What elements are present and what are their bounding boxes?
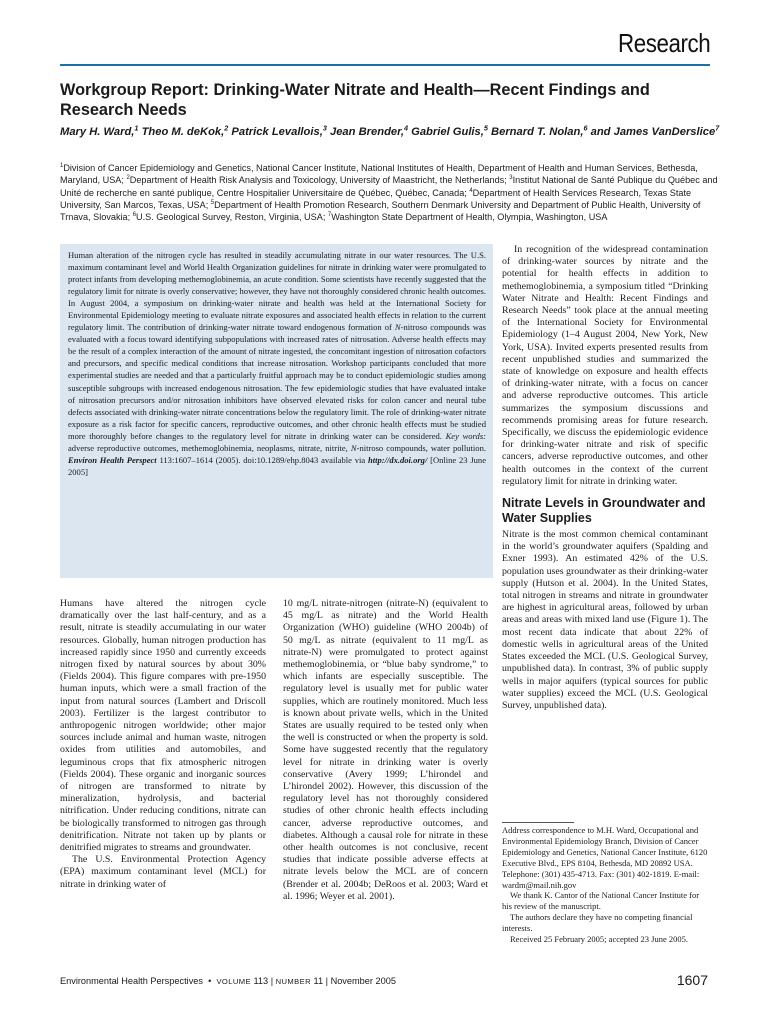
paragraph: In recognition of the widespread contamination of drinking-water sources by nitrate and the potential for health effects in addition to methemoglobinemia, a symposium titled “Drinking Water Nitrate and Health: Recent Findings and Research Needs” took place at the annual meeting of the International Society for Environmental Epidemiology (1–4 August 2004, New York, New York, USA). Invited experts presented results from recent unpublished studies and summarized the state of knowledge on exposure and health effects of drinking-water nitrate, with a focus on cancer and adverse reproductive outcomes. This article summarizes the symposium discussions and recommends promising areas for future research. Specifically, we discuss the epidemiologic evidence for drinking-water nitrate and risk of specific cancers, adverse reproductive outcomes, and other health outcomes in the context of the current regulatory limit for nitrate in drinking water. xyxy=(502,244,708,487)
affiliations xyxy=(60,162,720,223)
citation-online: [Online 23 June 2005] xyxy=(68,454,487,477)
doi-link[interactable]: http://dx.doi.org/ xyxy=(367,454,428,465)
citation-journal: Environ Health Perspect xyxy=(68,454,157,465)
received-dates: Received 25 February 2005; accepted 23 June 2005. xyxy=(510,934,688,945)
paragraph: 10 mg/L nitrate-nitrogen (nitrate-N) (equivalent to 45 mg/L as nitrate) and the World Health Organization (WHO) guideline (WHO 2004b) of 50 mg/L as nitrate (equivalent to 11 mg/L as nitrate-N) were promulgated to protect against methemoglobinemia, or “blue baby syndrome,” to which infants are especially susceptible. The regulatory level is usually met for public water supplies, which are routinely monitored. Much less is known about private wells, which in the United States are usually required to be tested only when the well is constructed or when the property is sold. Some have suggested recently that the regulatory level for nitrate in drinking water is overly conservative (Avery 1999; L’hirondel and L’hirondel 2002). However, this discussion of the regulatory level has not thoroughly considered studies of other chronic health effects including cancer, adverse reproductive outcomes, and diabetes. Although a causal role for nitrate in these other health outcomes is not conclusive, recent studies that indicate possible adverse effects at nitrate levels below the MCL are of concern (Brender et al. 2004b; DeRoos et al. 2003; Ward et al. 1996; Weyer et al. 2001). xyxy=(283,598,488,902)
footer: Environmental Health Perspectives • VOLUME 113 | NUMBER 11 | November 2005 xyxy=(60,976,396,986)
author-affiliation-mark: 6 xyxy=(583,123,588,133)
author-name: James VanDerslice xyxy=(613,126,716,138)
header-rule xyxy=(60,64,710,66)
author-name: Mary H. Ward, xyxy=(60,126,135,138)
author-name: Bernard T. Nolan, xyxy=(491,126,584,138)
affiliation-mark: 5 xyxy=(210,199,215,206)
page-number: 1607 xyxy=(676,972,708,988)
abstract-box xyxy=(60,244,493,578)
section-label: Research xyxy=(617,28,710,58)
affiliation-text: Division of Cancer Epidemiology and Genetics, National Cancer Institute, National Institutes of Health, Department of Health and Human Services, Bethesda, Maryland, USA; xyxy=(60,163,698,186)
author-name: and xyxy=(590,126,611,138)
acknowledgment: We thank K. Cantor of the National Cancer Institute for his review of the manuscript. xyxy=(502,890,700,912)
paragraph: Humans have altered the nitrogen cycle dramatically over the last half-century, and as a result, nitrate is steadily accumulating in our water resources. Globally, human nitrogen production has increased rapidly since 1950 and currently exceeds nitrogen fixed by natural sources by about 30% (Fields 2004). This figure compares with pre-1950 human inputs, which were a small fraction of the input from natural sources (Lambert and Driscoll 2003). Fertilizer is the largest contributor to anthropogenic nitrogen worldwide; other major sources include animal and human waste, nitrogen oxides from utilities and automobiles, and leguminous crops that fix atmospheric nitrogen (Fields 2004). These organic and inorganic sources of nitrogen are transformed to nitrate by mineralization, hydrolysis, and bacterial nitrification. Under reducing conditions, nitrate can be biologically transformed to nitrogen gas through denitrification. Nitrate not taken up by plants or denitrified migrates to streams and groundwater. xyxy=(60,598,266,854)
author-affiliation-mark: 5 xyxy=(483,123,488,133)
footer-date: November 2005 xyxy=(330,976,396,986)
paragraph: The U.S. Environmental Protection Agency (EPA) maximum contaminant level (MCL) for nitrate in drinking water of xyxy=(60,854,266,890)
footer-volume: 113 xyxy=(253,976,269,986)
author-affiliation-mark: 1 xyxy=(134,123,139,133)
abstract-body: Human alteration of the nitrogen cycle has resulted in steadily accumulating nitrate in our water resources. The U.S. maximum contaminant level and World Health Organization guidelines for nitrate in drinking water were promulgated to protect infants from developing methemoglobinemia, an acute condition. Some scientists have recently suggested that the regulatory limit for nitrate is overly conservative; however, they have not thoroughly considered chronic health outcomes. In August 2004, a symposium on drinking-water nitrate and health was held at the International Society for Environmental Epidemiology meeting to evaluate nitrate exposures and associated health effects in relation to the current regulatory limit. The contribution of drinking-water nitrate toward endogenous formation of xyxy=(68,250,486,333)
keywords-label: Key words: xyxy=(445,430,487,441)
footer-journal: Environmental Health Perspectives xyxy=(60,976,203,986)
affiliation-mark: 1 xyxy=(60,162,64,169)
section-heading: Nitrate Levels in Groundwater and Water Supplies xyxy=(502,496,706,526)
author-name: Jean Brender, xyxy=(329,126,404,138)
body-column-1 xyxy=(60,598,266,891)
article-title: Workgroup Report: Drinking-Water Nitrate and Health—Recent Findings and Research Needs xyxy=(60,81,650,119)
paragraph: Nitrate is the most common chemical contaminant in the world’s groundwater aquifers (Spalding and Exner 1993). An estimated 42% of the U.S. population uses groundwater as their drinking-water supply (Hutson et al. 2004). In the United States, total nitrogen in streams and nitrate in groundwater are highest in agricultural areas, followed by urban areas and areas with mixed land use (Figure 1). The most recent data indicate that about 22% of domestic wells in agricultural areas of the United States exceeded the MCL (U.S. Geological Survey, unpublished data). In contrast, 3% of public supply wells in major aquifers (typical sources for public water supplies) exceed the MCL (U.S. Geological Survey, unpublished data). xyxy=(502,529,708,711)
abstract-n-italic: N xyxy=(394,322,401,333)
affiliation-mark: 6 xyxy=(132,212,137,219)
author-affiliation-mark: 7 xyxy=(715,123,720,133)
citation: 113:1607–1614 (2005). doi:10.1289/ehp.8043 available via xyxy=(156,454,368,465)
author-affiliation-mark: 2 xyxy=(224,123,229,133)
author-name: Gabriel Gulis, xyxy=(411,126,484,138)
affiliation-mark: 2 xyxy=(126,175,130,182)
correspondence-address: Address correspondence to M.H. Ward, Occupational and Environmental Epidemiology Branch, Division of Cancer Epidemiology and Genetics, National Cancer Institute, 6120 Executive Blvd., EPS 8104, Bethesda, MD 20892 USA. Telephone: (301) 435-4713. Fax: (301) 402-1819. E-mail: wardm@mail.nih.gov xyxy=(502,825,708,890)
author-affiliation-mark: 4 xyxy=(403,123,409,133)
author-name: Theo M. deKok, xyxy=(141,126,225,138)
body-column-3 xyxy=(502,244,708,712)
correspondence-block xyxy=(502,825,708,945)
affiliation-text: Department of Health Risk Analysis and Toxicology, University of Maastricht, the Netherlands; xyxy=(129,175,510,186)
author-list xyxy=(60,125,720,140)
keywords-n-italic: N xyxy=(350,442,357,453)
footer-volume-label: VOLUME xyxy=(216,977,251,986)
affiliation-text: Department of Health Promotion Research, Southern Denmark University and Department of Public Health, University of Trnava, Slovakia; xyxy=(60,199,701,223)
footer-bullet: • xyxy=(208,976,212,986)
affiliation-mark: 3 xyxy=(509,175,513,182)
author-name: Patrick Levallois, xyxy=(231,126,323,138)
affiliation-mark: 4 xyxy=(469,187,473,194)
affiliation-text: Institut National de Santé Publique du Québec and Unité de recherche en santé publique, Centre Hospitalier Universitaire de Québec, Québec, Canada; xyxy=(60,175,718,198)
affiliation-text: U.S. Geological Survey, Reston, Virginia, USA; xyxy=(136,212,328,223)
affiliation-mark: 7 xyxy=(327,212,332,219)
affiliation-text: Washington State Department of Health, Olympia, Washington, USA xyxy=(331,212,608,223)
body-column-2 xyxy=(283,598,488,903)
abstract-text xyxy=(68,249,486,478)
footer-number: 11 xyxy=(313,976,324,986)
abstract-body-2: -nitroso compounds was evaluated with a focus toward identifying subpopulations with increased rates of nitrosation. Adverse health effects may be the result of a complex interaction of the amount of nitrate ingested, the concomitant ingestion of nitrosation cofactors and precursors, and specific medical conditions that increase nitrosation. Workshop participants concluded that more experimental studies are needed and that a particularly fruitful approach may be to conduct epidemiologic studies among susceptible subgroups with increased endogenous nitrosation. The few epidemiologic studies that have evaluated intake of nitrosation precursors and/or nitrosation inhibitors have observed elevated risks for colon cancer and neural tube defects associated with drinking-water nitrate concentrations below the regulatory limit. The role of drinking-water nitrate exposure as a risk factor for specific cancers, reproductive outcomes, and other chronic health effects must be studied more thoroughly before changes to the regulatory level for nitrate in drinking water can be considered. xyxy=(68,322,486,441)
correspondence-rule xyxy=(502,822,574,823)
competing-interests: The authors declare they have no competing financial interests. xyxy=(502,912,693,934)
footer-number-label: NUMBER xyxy=(275,977,311,986)
affiliation-text: Department of Health Services Research, Texas State University, San Marcos, Texas, USA; xyxy=(60,187,692,210)
author-affiliation-mark: 3 xyxy=(322,123,327,133)
keywords: adverse reproductive outcomes, methemoglobinemia, neoplasms, nitrate, nitrite, xyxy=(68,442,351,453)
keywords-2: -nitroso compounds, water pollution. xyxy=(356,442,486,453)
